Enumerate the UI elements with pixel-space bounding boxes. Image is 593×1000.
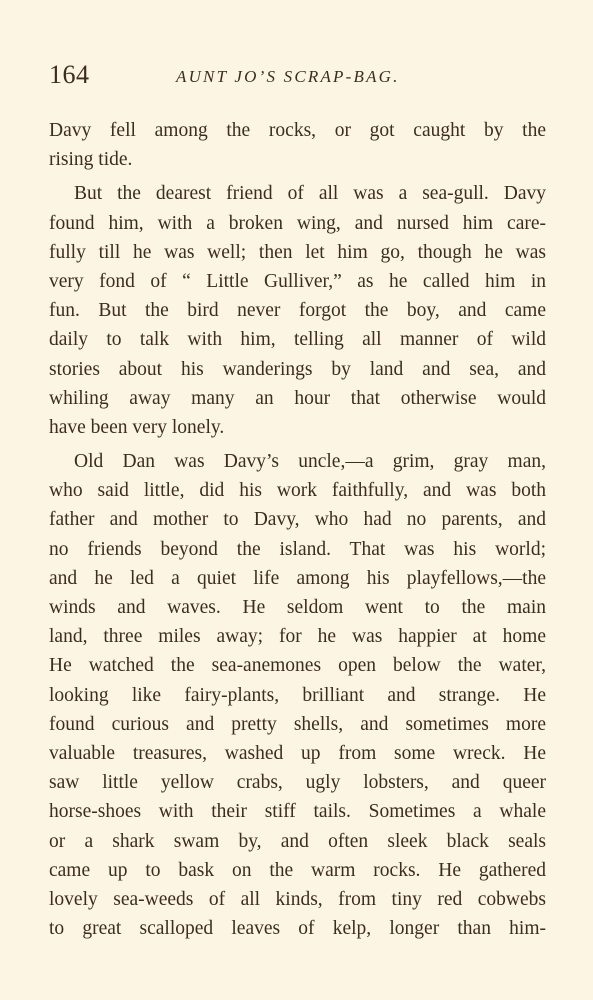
- text-line: fully till he was well; then let him go, though he was: [49, 241, 546, 263]
- text-line: father and mother to Davy, who had no parents, and: [49, 509, 546, 531]
- text-line: came up to bask on the warm rocks. He gathered: [49, 859, 546, 881]
- text-line: saw little yellow crabs, ugly lobsters, and queer: [49, 772, 546, 794]
- paragraph-3: [49, 447, 546, 943]
- running-title: AUNT JO’S SCRAP-BAG.: [176, 67, 400, 86]
- text-line: rising tide.: [49, 149, 133, 171]
- text-line: valuable treasures, washed up from some wreck. He: [49, 742, 546, 764]
- text-line: have been very lonely.: [49, 416, 225, 438]
- text-line: no friends beyond the island. That was his world;: [49, 538, 546, 560]
- text-line: Old Dan was Davy’s uncle,—a grim, gray man,: [74, 451, 546, 473]
- page-header: [49, 58, 549, 92]
- text-line: fun. But the bird never forgot the boy, and came: [49, 300, 546, 322]
- paragraph-1: [49, 116, 546, 174]
- text-line: stories about his wanderings by land and sea, and: [49, 358, 546, 380]
- text-line: lovely sea-weeds of all kinds, from tiny red cobwebs: [49, 888, 546, 910]
- text-line: daily to talk with him, telling all manner of wild: [49, 329, 546, 351]
- text-line: or a shark swam by, and often sleek black seals: [49, 830, 546, 852]
- page-number: 164: [49, 60, 90, 89]
- text-line: land, three miles away; for he was happier at home: [49, 626, 546, 648]
- text-line: to great scalloped leaves of kelp, longer than him-: [49, 918, 546, 940]
- text-line: He watched the sea-anemones open below the water,: [49, 655, 546, 677]
- text-line: found him, with a broken wing, and nursed him care-: [49, 212, 546, 234]
- text-line: Davy fell among the rocks, or got caught by the: [49, 120, 546, 141]
- text-line: winds and waves. He seldom went to the main: [49, 597, 546, 618]
- text-line: looking like fairy-plants, brilliant and strange. He: [49, 684, 546, 706]
- text-line: horse-shoes with their stiff tails. Sometimes a whale: [49, 801, 546, 823]
- body-text: [49, 116, 546, 943]
- paragraph-2: [49, 179, 546, 442]
- text-line: found curious and pretty shells, and sometimes more: [49, 713, 546, 735]
- text-line: and he led a quiet life among his playfellows,—the: [49, 567, 546, 589]
- text-line: whiling away many an hour that otherwise would: [49, 387, 546, 409]
- text-line: very fond of “ Little Gulliver,” as he called him in: [49, 270, 546, 292]
- text-line: who said little, did his work faithfully, and was both: [49, 480, 546, 502]
- text-line: But the dearest friend of all was a sea-gull. Davy: [74, 183, 546, 205]
